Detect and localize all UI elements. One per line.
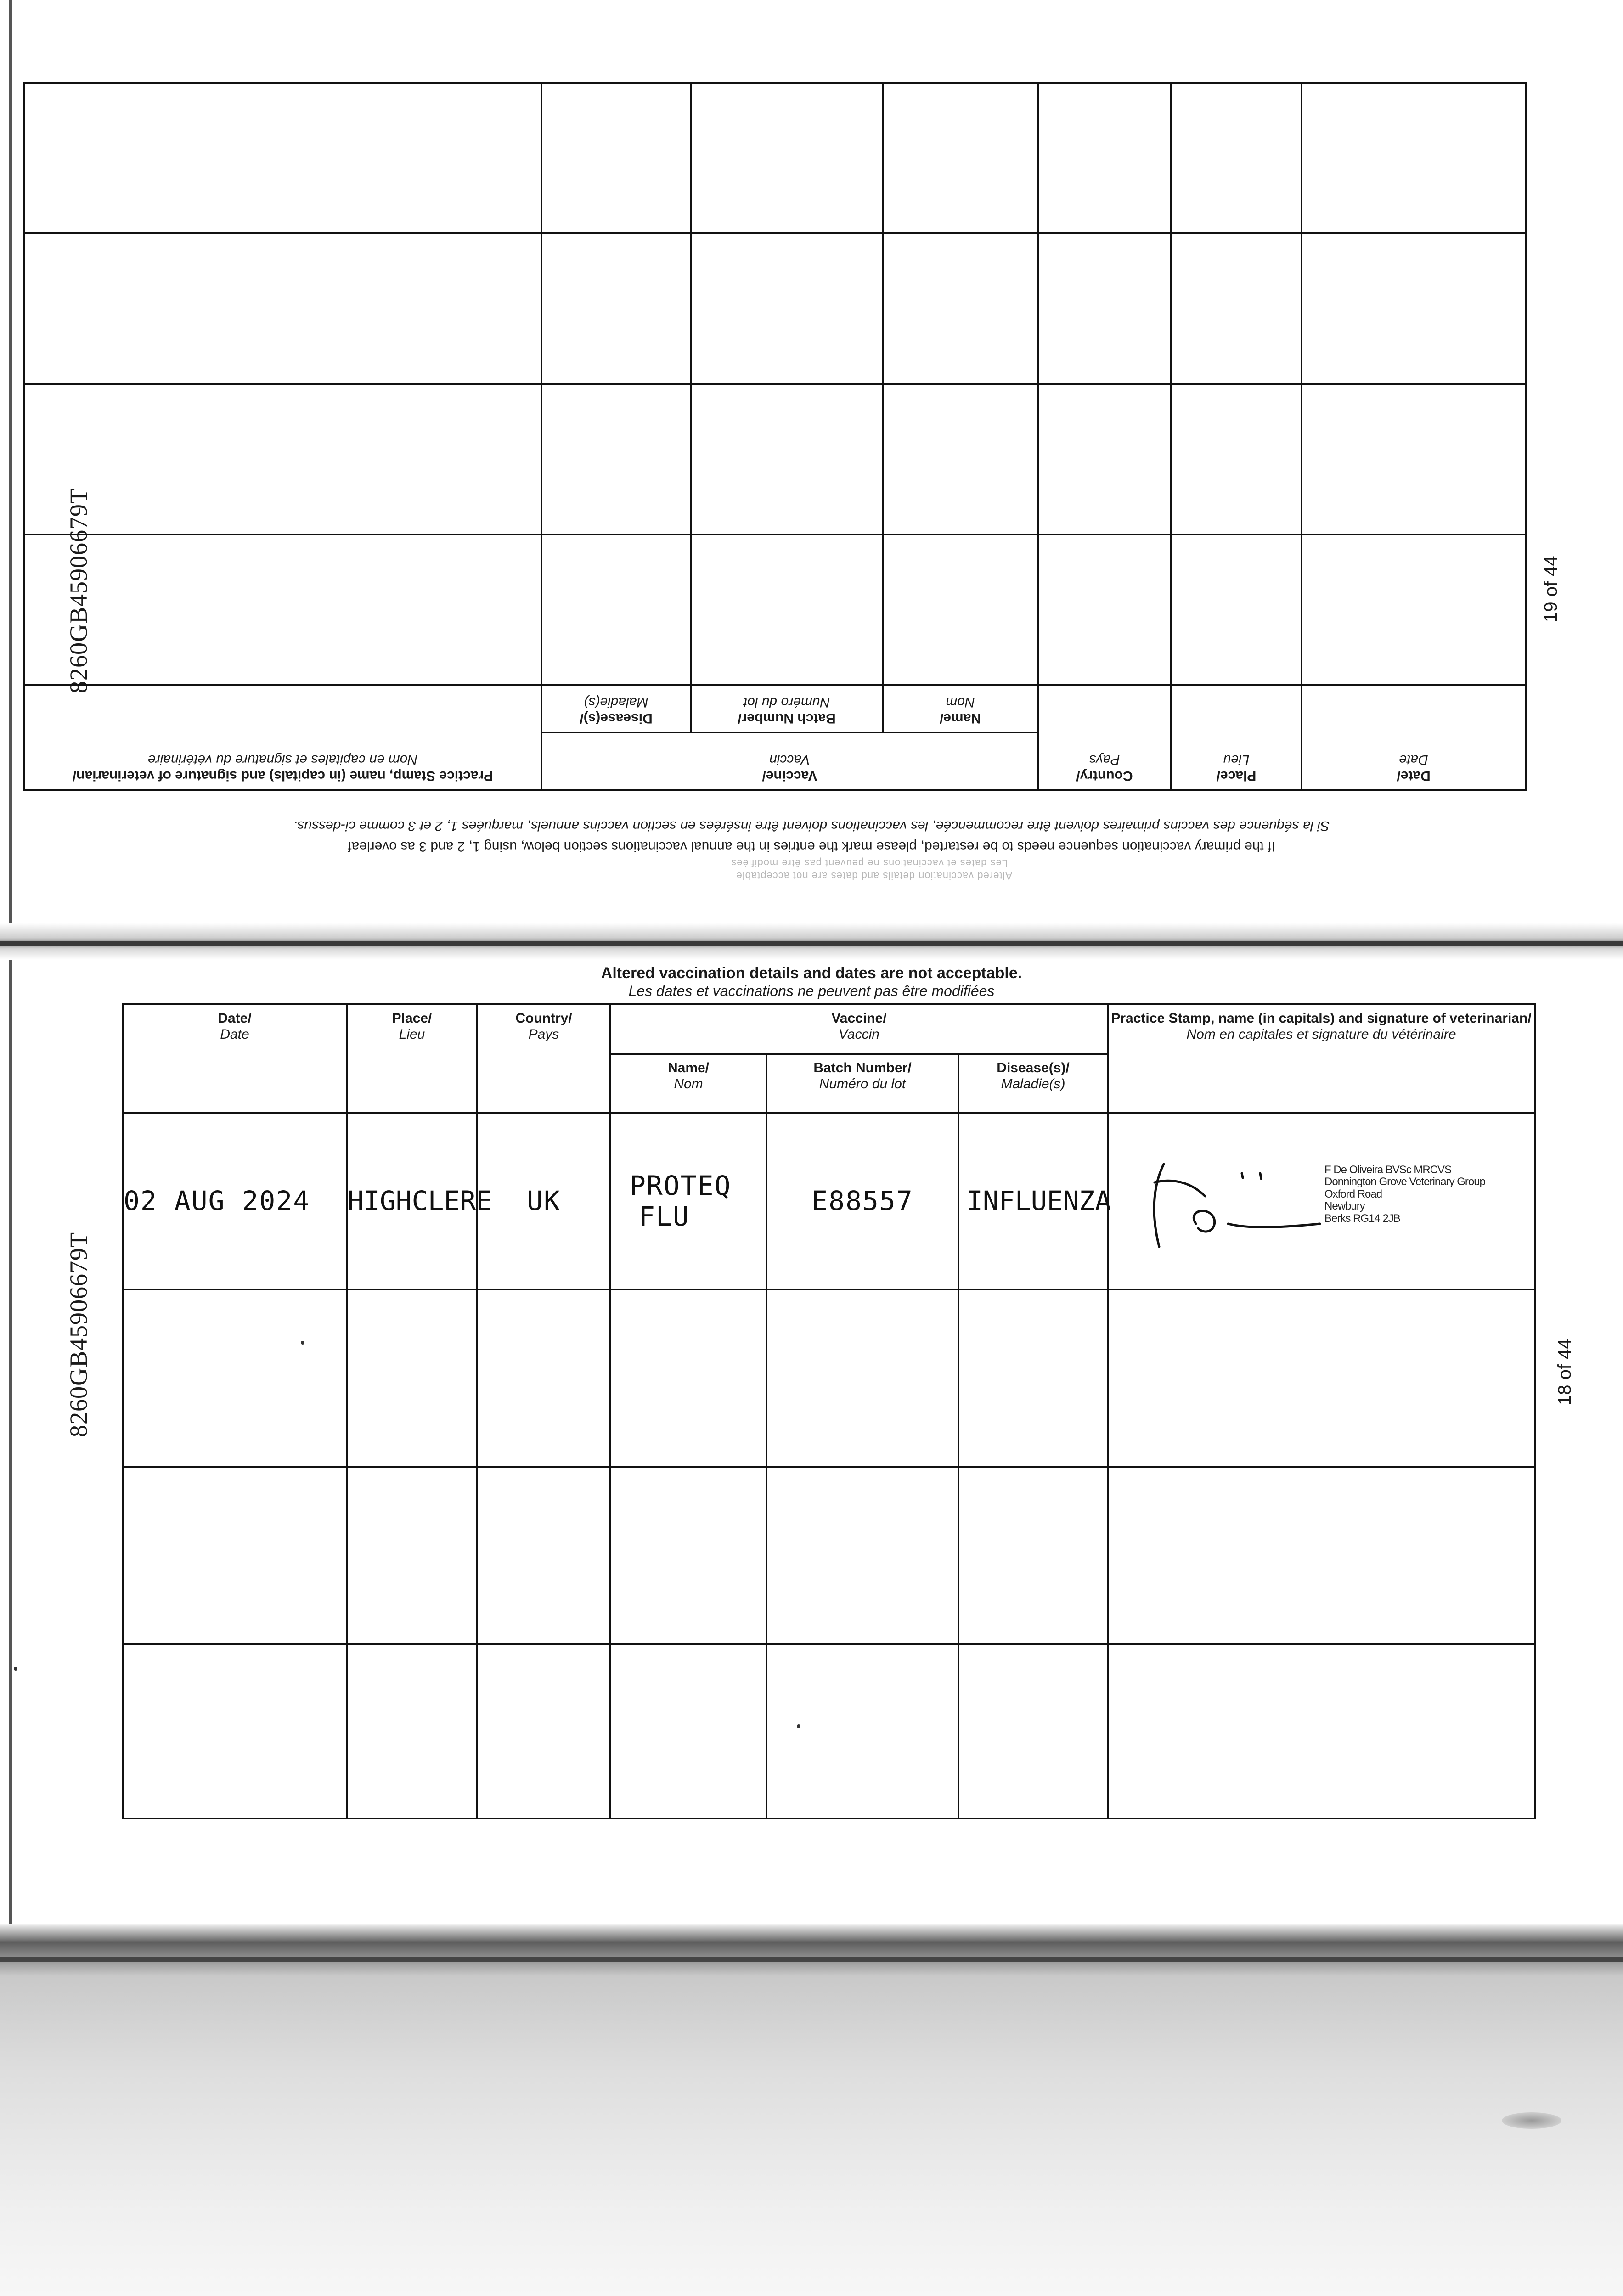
upside-down-content [0, 0, 1623, 941]
top-restart-notice-fr: Si la séquence des vaccins primaires doivent être recommencée, les vaccinations doivent être insérées en section vaccins annuels, marquées 1, 2 et 3 comme ci-dessus. [293, 818, 1330, 833]
scan-speck [301, 1341, 304, 1345]
scan-speck [14, 1667, 17, 1671]
entry-vaccine-name-line1: PROTEQ [630, 1170, 732, 1201]
bottom-header-disease: Disease(s)/ Maladie(s) [958, 1054, 1108, 1113]
veterinarian-signature [1136, 1155, 1329, 1261]
table-row [123, 1644, 1535, 1818]
entry-country: UK [477, 1113, 610, 1289]
bottom-page-18 [0, 960, 1623, 1924]
table-row [123, 1289, 1535, 1467]
top-table-row [24, 535, 1526, 685]
top-header-stamp: Practice Stamp, name (in capitals) and signature of veterinarian/ Nom en capitales et signature du vétérinaire [24, 685, 541, 790]
bottom-page-number: 18 of 44 [1555, 1339, 1575, 1405]
stamp-line-postcode: Berks RG14 2JB [1324, 1212, 1400, 1225]
entry-date: 02 AUG 2024 [123, 1113, 347, 1289]
entry-vaccine-name-line2: FLU [639, 1200, 690, 1232]
page-fold-line [0, 941, 1623, 946]
bottom-altered-notice-fr: Les dates et vaccinations ne peuvent pas être modifiées [628, 983, 995, 999]
bottom-header-place: Place/ Lieu [347, 1004, 477, 1113]
entry-practice-stamp [1108, 1113, 1535, 1289]
stamp-line-practice: Donnington Grove Veterinary Group [1324, 1176, 1485, 1188]
entry-batch-number: E88557 [766, 1113, 958, 1289]
scan-smudge [1502, 2112, 1561, 2129]
top-vaccination-table [23, 82, 1527, 791]
bottom-header-country: Country/ Pays [477, 1004, 610, 1113]
scan-speck [797, 1724, 800, 1728]
top-passport-code: 8260GB45906679T [65, 488, 92, 693]
top-header-place: Place/ Lieu [1171, 685, 1302, 790]
bottom-passport-code: 8260GB45906679T [65, 1232, 92, 1437]
bottom-header-vaccine: Vaccine/ Vaccin [610, 1004, 1108, 1054]
entry-place: HIGHCLERE [347, 1113, 477, 1289]
bottom-header-date: Date/ Date [123, 1004, 347, 1113]
top-header-disease: Disease(s)/ Maladie(s) [541, 685, 691, 732]
bottom-header-batch: Batch Number/ Numéro du lot [766, 1054, 958, 1113]
entry-vaccine-name [610, 1113, 766, 1289]
top-faint-notice-en: Altered vaccination details and dates are not acceptable [736, 870, 1012, 882]
practice-stamp-text [1324, 1164, 1485, 1225]
top-header-name: Name/ Nom [883, 685, 1038, 732]
table-row [123, 1467, 1535, 1644]
top-page-19 [0, 0, 1623, 941]
vaccination-entry-row [123, 1113, 1535, 1289]
stamp-line-road: Oxford Road [1324, 1187, 1382, 1200]
scan-bottom-shadow [0, 1924, 1623, 2296]
top-faint-notice-fr: Les dates et vaccinations ne peuvent pas être modifiées [731, 857, 1008, 869]
top-restart-notice-en: If the primary vaccination sequence needs to be restarted, please mark the entries in the annual vaccinations section below, using 1, 2 and 3 as overleaf [348, 839, 1275, 854]
top-table-row [24, 83, 1526, 233]
top-page-number: 19 of 44 [1541, 556, 1561, 622]
scan-edge-line [0, 1957, 1623, 1962]
entry-disease: INFLUENZA [958, 1113, 1108, 1289]
top-header-date: Date/ Date [1302, 685, 1526, 790]
bottom-vaccination-table [122, 1003, 1536, 1819]
bottom-header-stamp: Practice Stamp, name (in capitals) and signature of veterinarian/ Nom en capitales et signature du vétérinaire [1108, 1004, 1535, 1113]
bottom-header-name: Name/ Nom [610, 1054, 766, 1113]
top-header-country: Country/ Pays [1038, 685, 1171, 790]
top-header-batch: Batch Number/ Numéro du lot [691, 685, 883, 732]
stamp-line-town: Newbury [1324, 1200, 1365, 1213]
bottom-altered-notice: Altered vaccination details and dates are not acceptable. [601, 964, 1022, 982]
stamp-line-vet-name: F De Oliveira BVSc MRCVS [1324, 1164, 1452, 1176]
top-table-row [24, 233, 1526, 384]
top-header-vaccine: Vaccine/ Vaccin [541, 732, 1038, 790]
top-table-row [24, 384, 1526, 535]
